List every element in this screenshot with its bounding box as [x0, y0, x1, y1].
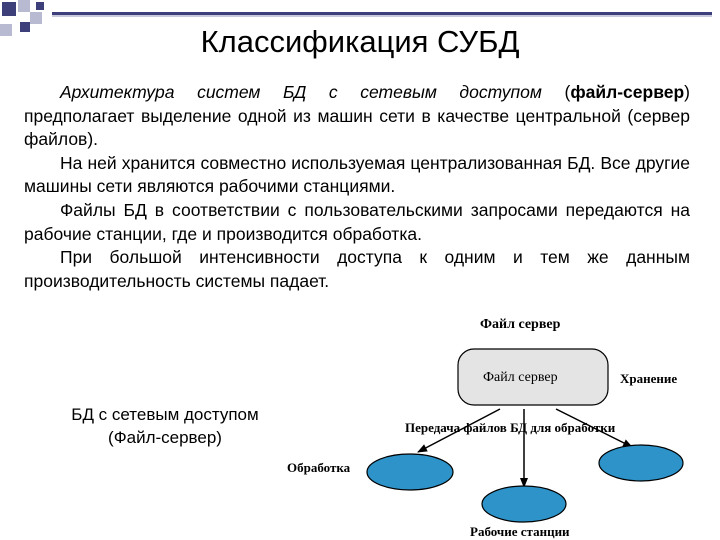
- paragraph-storage: На ней хранится совместно используемая централизованная БД. Все другие машины сети являются рабочими станциями.: [24, 152, 690, 197]
- architecture-term: Архитектура систем БД с сетевым доступом: [60, 82, 542, 102]
- paragraph-transfer: Файлы БД в соответствии с пользовательскими запросами передаются на рабочие станции, где и производится обработка.: [24, 199, 690, 244]
- caption-line-1: БД с сетевым доступом: [71, 405, 259, 424]
- workstation-left: [367, 454, 453, 490]
- paren-open: (: [541, 82, 571, 102]
- paragraph-architecture-rest: ) предполагает выделение одной из машин сети в качестве центральной (сервер файлов).: [24, 82, 690, 150]
- workstation-right: [599, 445, 683, 481]
- diagram-heading: Файл сервер: [480, 317, 561, 332]
- paragraph-performance: При большой интенсивности доступа к одним и тем же данным производительность системы падает.: [24, 247, 690, 291]
- storage-label: Хранение: [620, 371, 678, 386]
- transfer-label: Передача файлов БД для обработки: [405, 420, 616, 435]
- page-title: Классификация СУБД: [200, 24, 520, 59]
- file-server-term: файл-сервер: [570, 82, 685, 102]
- server-box-label: Файл сервер: [483, 370, 558, 385]
- processing-label: Обработка: [287, 460, 351, 475]
- workstation-center: [482, 486, 566, 522]
- caption-line-2: (Файл-сервер): [108, 428, 222, 447]
- workstations-label: Рабочие станции: [470, 524, 570, 539]
